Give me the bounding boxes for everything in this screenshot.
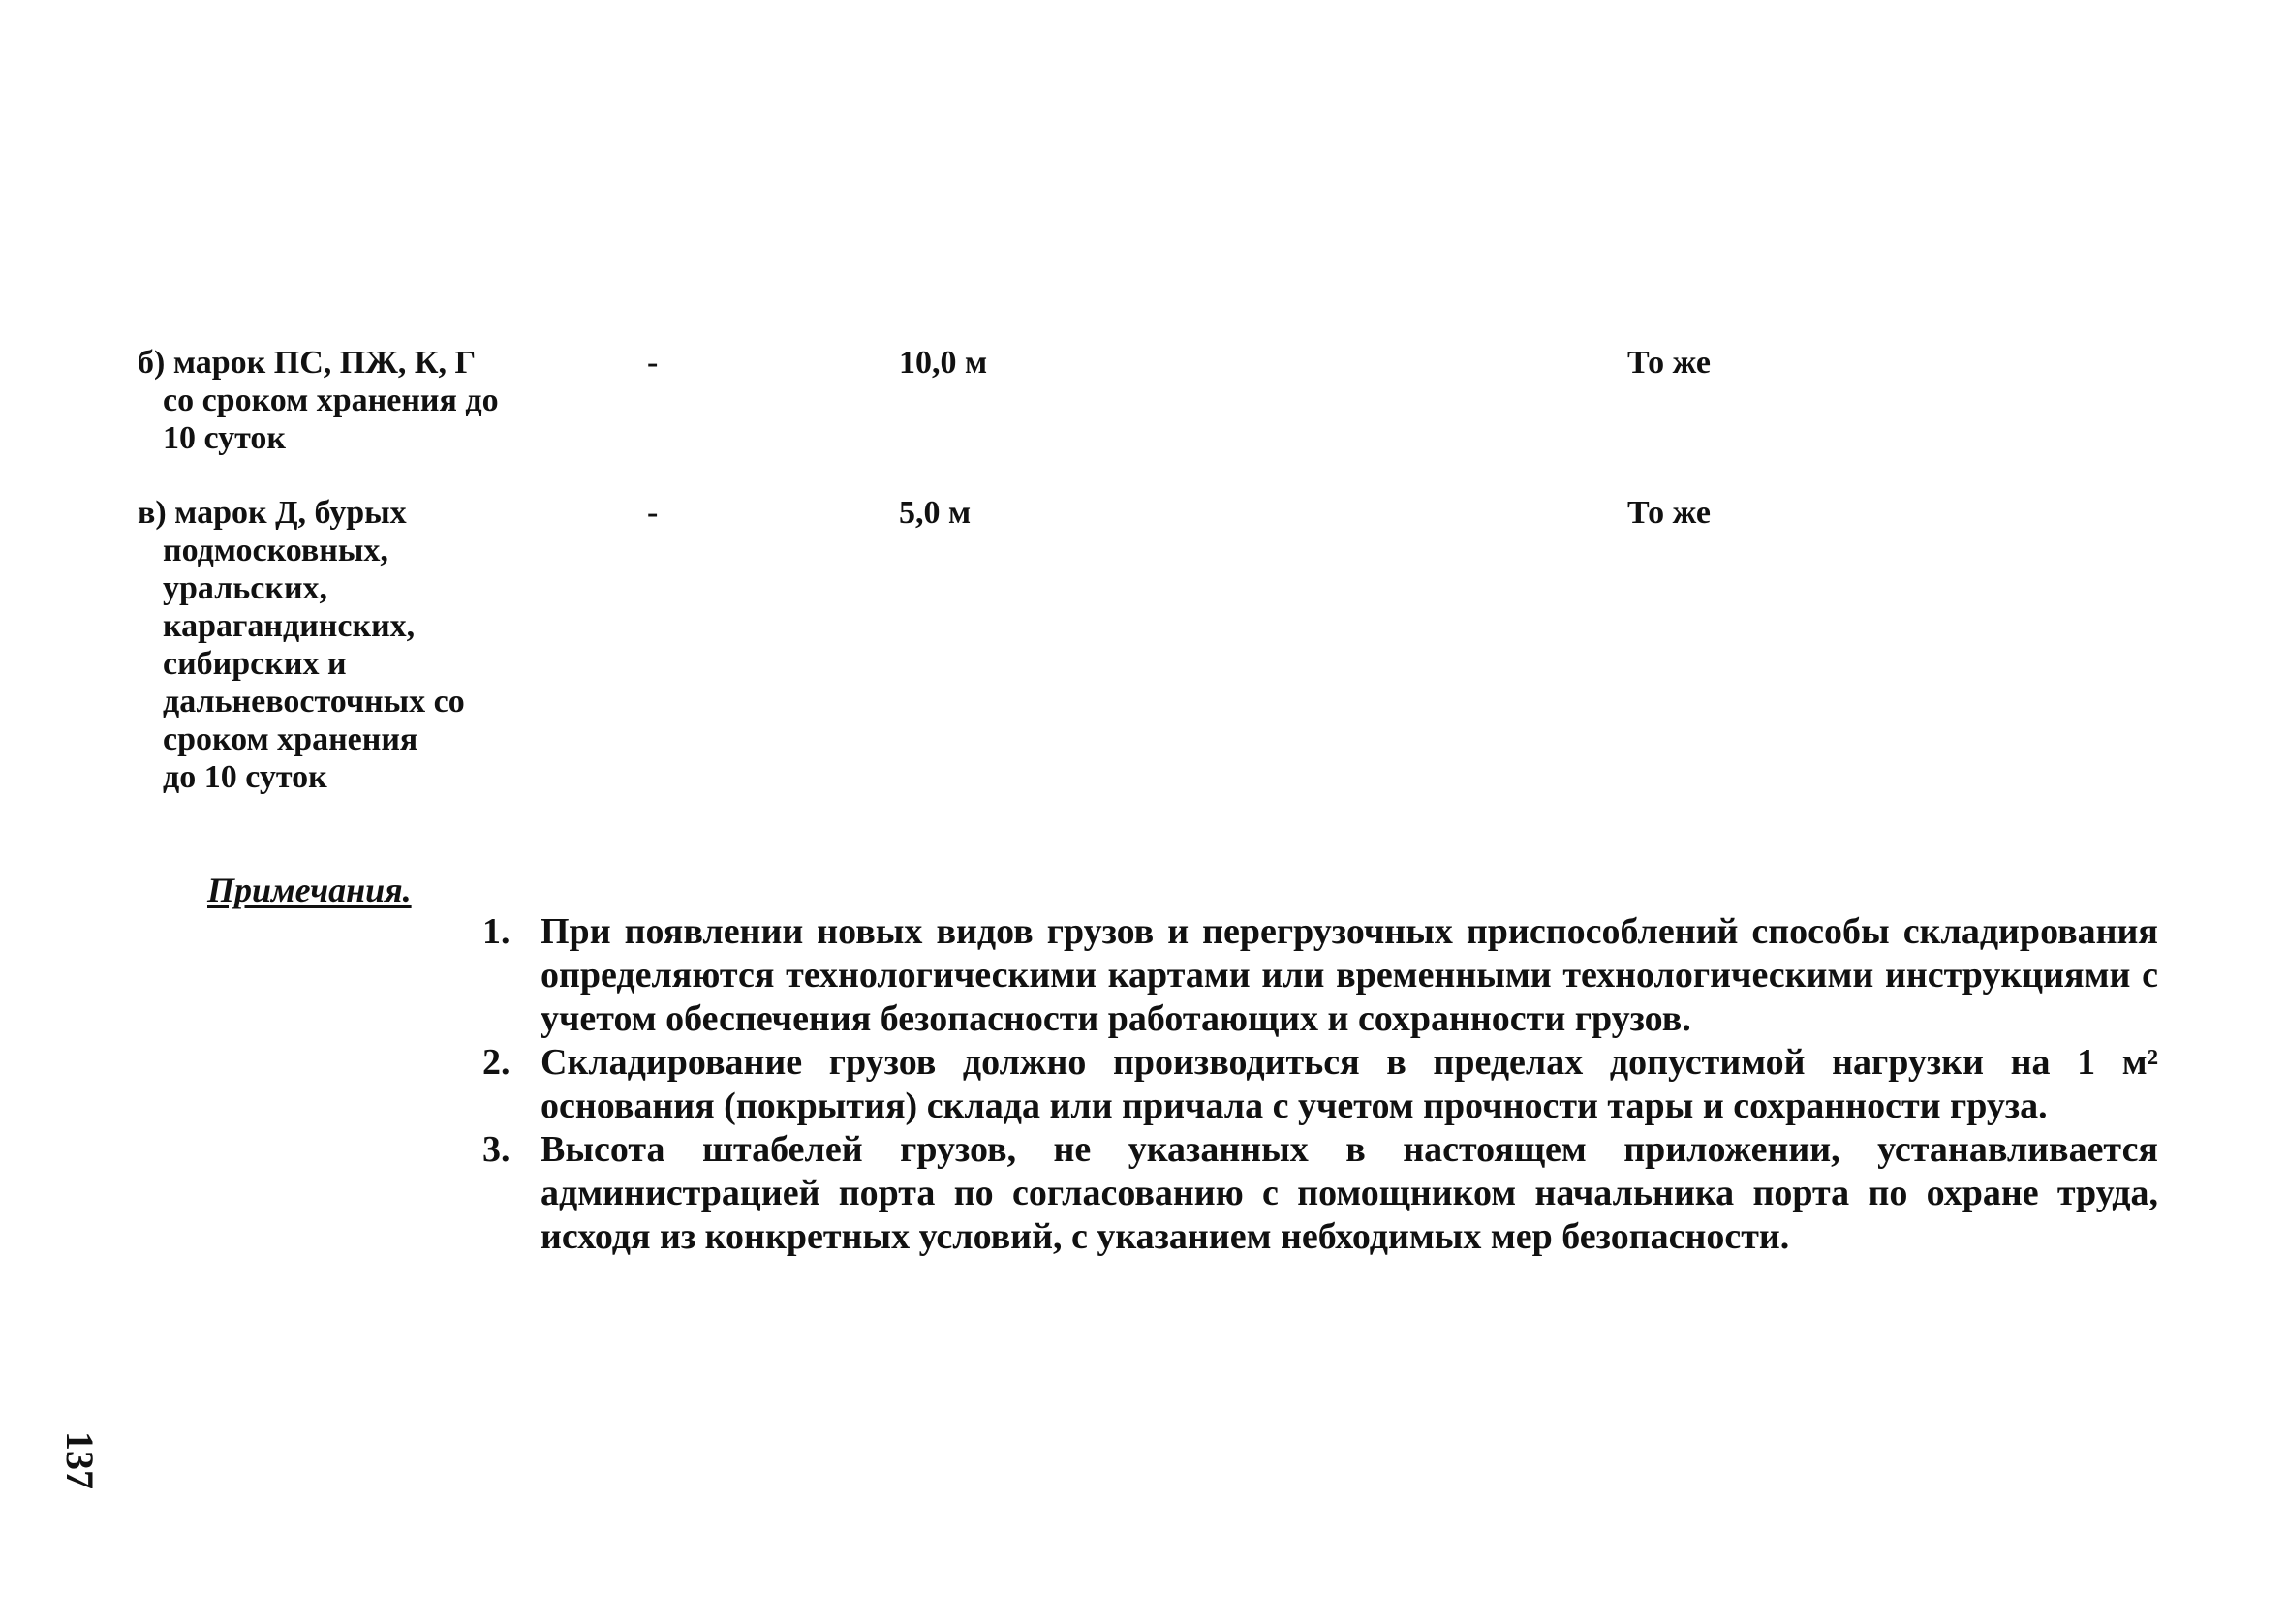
row-name-line: дальневосточных со (163, 684, 465, 720)
row-value: 5,0 м (899, 495, 972, 531)
row-name-line: 10 суток (163, 420, 286, 456)
row-name-line: в) марок Д, бурых (138, 495, 407, 531)
row-dash: - (647, 495, 659, 531)
note-item (482, 910, 2158, 1041)
note-number: 3. (482, 1129, 510, 1170)
row-name-line: сроком хранения (163, 721, 418, 757)
row-name-line: уральских, (163, 570, 328, 606)
row-value: 10,0 м (899, 345, 988, 381)
row-name-line: карагандинских, (163, 608, 416, 644)
row-name-line: подмосковных, (163, 533, 388, 568)
row-name-line: сибирских и (163, 646, 347, 682)
row-note: То же (1627, 345, 1711, 381)
note-item (482, 1128, 2158, 1259)
note-text: При появлении новых видов грузов и перегрузочных приспособлений способы складирования определяются технологическими картами или временными технологическими инструкциями с учетом обеспечения безопасности работающих и сохранности грузов. (541, 911, 2158, 1039)
notes-title: Примечания. (207, 871, 412, 909)
row-name (138, 344, 544, 457)
row-name-line: со сроком хранения до (163, 383, 499, 418)
page-number: 137 (58, 1431, 102, 1489)
note-number: 2. (482, 1042, 510, 1083)
note-number: 1. (482, 911, 510, 952)
row-note: То же (1627, 495, 1711, 531)
row-name-line: до 10 суток (163, 759, 327, 795)
notes-list (482, 910, 2158, 1259)
note-item (482, 1041, 2158, 1128)
row-name-line: б) марок ПС, ПЖ, К, Г (138, 345, 477, 381)
row-name (138, 494, 544, 796)
note-text: Складирование грузов должно производиться в пределах допустимой нагрузки на 1 м² основания (покрытия) склада или причала с учетом прочности тары и сохранности груза. (541, 1042, 2158, 1126)
row-dash: - (647, 345, 659, 381)
note-text: Высота штабелей грузов, не указанных в настоящем приложении, устанавливается администрацией порта по согласованию с помощником начальника порта по охране труда, исходя из конкретных условий, с указанием небходимых мер безопасности. (541, 1129, 2158, 1257)
